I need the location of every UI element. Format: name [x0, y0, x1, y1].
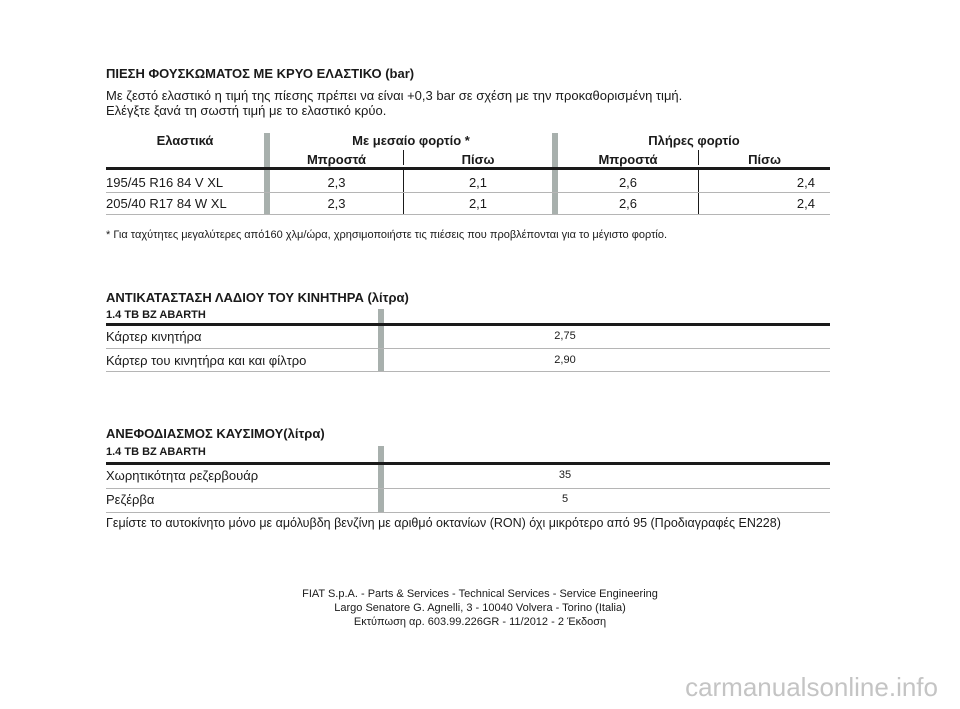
fuel-row-separator — [106, 512, 830, 513]
pressure-title: ΠΙΕΣΗ ΦΟΥΣΚΩΜΑΤΟΣ ΜΕ ΚΡΥΟ ΕΛΑΣΤΙΚΟ (bar) — [106, 66, 415, 81]
oil-row-2-value: 2,90 — [554, 354, 576, 366]
pressure-row-separator — [106, 192, 830, 193]
oil-row-separator — [106, 371, 830, 372]
pressure-row-2-medium-front: 2,3 — [327, 196, 346, 211]
oil-row-1-label: Κάρτερ κινητήρα — [106, 329, 202, 344]
oil-row-2-label: Κάρτερ του κινητήρα και και φίλτρο — [106, 353, 307, 368]
pressure-table-top-rule — [106, 167, 830, 170]
oil-row-1-value: 2,75 — [554, 330, 576, 342]
pressure-row-2-full-rear: 2,4 — [796, 196, 815, 211]
pressure-row-separator — [106, 214, 830, 215]
watermark: carmanualsonline.info — [685, 672, 938, 702]
header-medium-load: Με μεσαίο φορτίο * — [352, 133, 470, 148]
footer-line-3: Εκτύπωση αρ. 603.99.226GR - 11/2012 - 2 Έκδοση — [353, 616, 607, 628]
fuel-table-top-rule — [106, 462, 830, 465]
fuel-title: ΑΝΕΦΟΔΙΑΣΜΟΣ ΚΑΥΣΙΜΟΥ(λίτρα) — [106, 426, 325, 441]
fuel-row-1-value: 35 — [558, 469, 572, 481]
column-divider-bar — [378, 446, 384, 512]
fuel-row-2-label: Ρεζέρβα — [106, 492, 155, 507]
pressure-row-2-tyre: 205/40 R17 84 W XL — [106, 196, 227, 211]
pressure-intro-line-1: Με ζεστό ελαστικό η τιμή της πίεσης πρέπει να είναι +0,3 bar σε σχέση με την προκαθορισμένη τιμή. — [106, 88, 683, 103]
oil-engine-label: 1.4 TB BZ ABARTH — [106, 309, 206, 321]
sub-header-medium-front: Μπροστά — [306, 152, 367, 167]
pressure-row-1-medium-front: 2,3 — [327, 175, 346, 190]
fuel-engine-label: 1.4 TB BZ ABARTH — [106, 446, 206, 458]
sub-header-medium-rear: Πίσω — [461, 152, 495, 167]
column-divider-bar — [378, 309, 384, 371]
pressure-footnote: * Για ταχύτητες μεγαλύτερες από160 χλμ/ώρα, χρησιμοποιήστε τις πιέσεις που προβλέπονται για το μέγιστο φορτίο. — [106, 229, 668, 241]
oil-title: ΑΝΤΙΚΑΤΑΣΤΑΣΗ ΛΑΔΙΟΥ ΤΟΥ ΚΙΝΗΤΗΡΑ (λίτρα) — [106, 290, 409, 305]
pressure-row-1-full-front: 2,6 — [618, 175, 638, 190]
fuel-note: Γεμίστε το αυτοκίνητο μόνο με αμόλυβδη βενζίνη με αριθμό οκτανίων (RON) όχι μικρότερο από 95 (Προδιαγραφές EN228) — [106, 516, 781, 530]
sub-header-full-rear: Πίσω — [748, 152, 781, 167]
footer-line-2: Largo Senatore G. Agnelli, 3 - 10040 Volvera - Torino (Italia) — [334, 602, 626, 614]
fuel-row-separator — [106, 488, 830, 489]
sub-header-full-front: Μπροστά — [598, 152, 658, 167]
header-tyres: Ελαστικά — [156, 133, 214, 148]
pressure-row-2-full-front: 2,6 — [618, 196, 638, 211]
pressure-row-1-tyre: 195/45 R16 84 V XL — [106, 175, 224, 190]
pressure-intro-line-2: Ελέγξτε ξανά τη σωστή τιμή με το ελαστικό κρύο. — [106, 103, 387, 118]
pressure-row-2-medium-rear: 2,1 — [468, 196, 488, 211]
oil-row-separator — [106, 348, 830, 349]
oil-table-top-rule — [106, 323, 830, 326]
header-full-load: Πλήρες φορτίο — [648, 133, 740, 148]
fuel-row-2-value: 5 — [561, 493, 569, 505]
footer-line-1: FIAT S.p.A. - Parts & Services - Technical Services - Service Engineering — [302, 588, 658, 600]
fuel-row-1-label: Χωρητικότητα ρεζερβουάρ — [106, 468, 259, 483]
pressure-row-1-full-rear: 2,4 — [796, 175, 815, 190]
pressure-row-1-medium-rear: 2,1 — [468, 175, 488, 190]
